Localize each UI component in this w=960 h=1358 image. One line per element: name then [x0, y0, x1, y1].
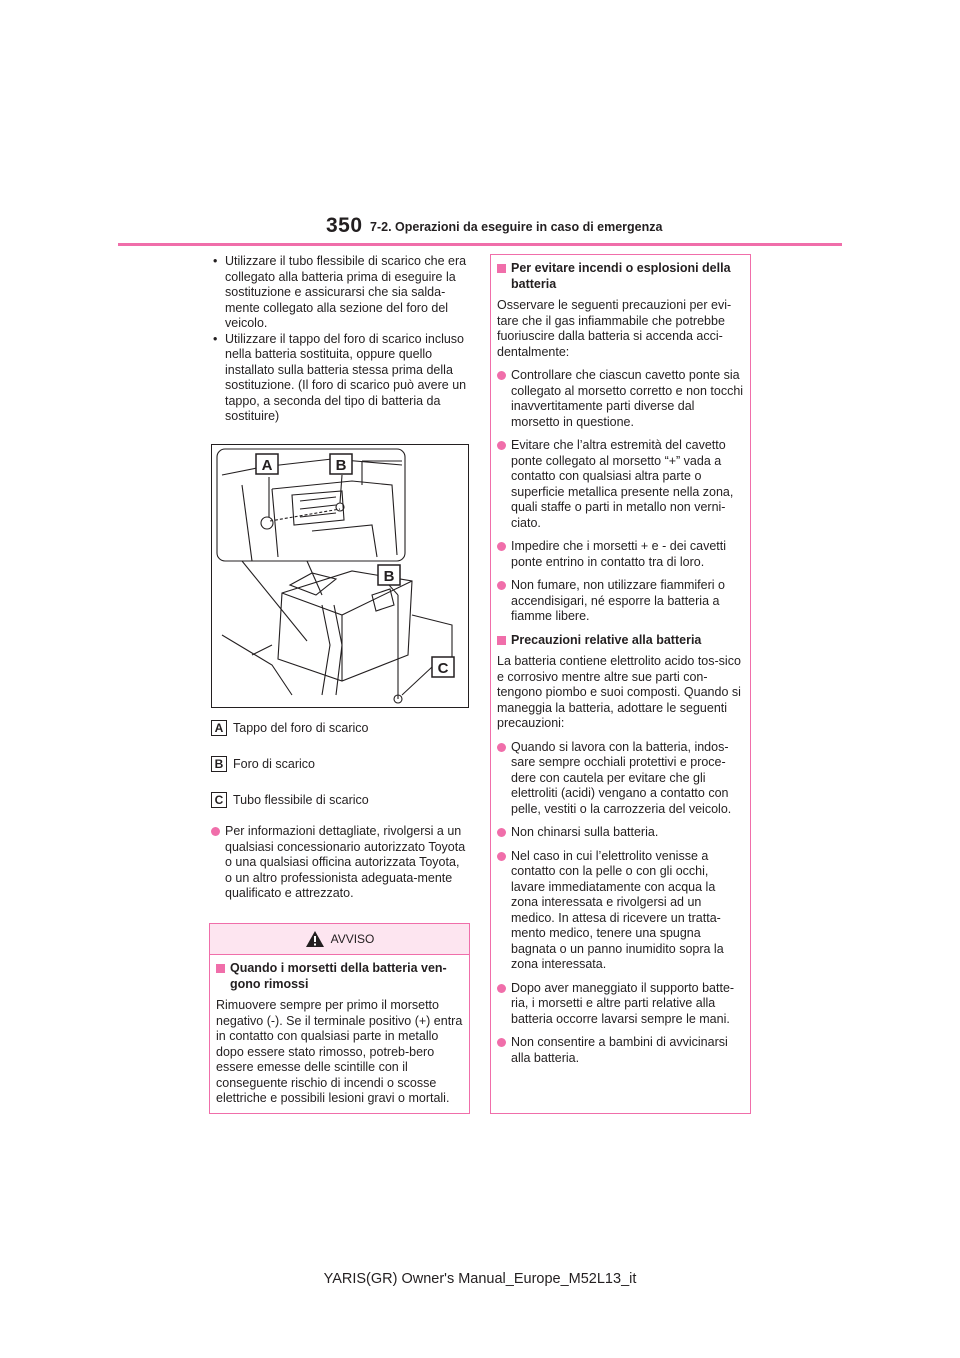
legend-letter: A [211, 720, 227, 736]
bullet-item: • Utilizzare il tappo del foro di scarico incluso nella batteria sostituita, oppure quello installato sulla batteria stessa prima della sostituzione. (Il foro di scarico può avere un tappo, a seconda del tipo di batteria da sostituire) [211, 332, 469, 425]
legend-item-b [211, 756, 315, 772]
warning-heading: AVVISO [330, 932, 375, 946]
legend-letter: B [211, 756, 227, 772]
warning-header [210, 924, 469, 955]
callout-c [432, 657, 454, 677]
callout-b2 [378, 565, 400, 585]
battery-intro: La batteria contiene elettrolito acido tos-sico e corrosivo mentre altre sue parti con-tengono piombo e suoi composti. Quando si maneggia la batteria, adottare le seguenti precauzioni: [497, 654, 741, 730]
list-item: Evitare che l’altra estremità del cavetto ponte collegato al morsetto “+” vada a contatto con qualsiasi altra parte o superficie metallica presente nella zona, quali staffe o parti in metallo non verni-ciato. [497, 438, 744, 531]
bullet-dot-icon [497, 984, 506, 993]
footer-text: YARIS(GR) Owner's Manual_Europe_M52L13_it [323, 1271, 637, 1287]
legend-text: Tubo flessibile di scarico [233, 793, 369, 807]
warning-title [216, 961, 463, 992]
legend-text: Tappo del foro di scarico [233, 721, 369, 735]
left-bullets [211, 254, 469, 425]
fire-intro: Osservare le seguenti precauzioni per evi-tare che il gas infiammabile che potrebbe fuoriuscire dalla batteria si accenda acci-dentalmente: [497, 298, 732, 359]
detail-inset [217, 449, 405, 561]
bullet-dot-icon [211, 827, 220, 836]
battery-illustration [212, 445, 468, 707]
drain-plug-a [261, 517, 273, 529]
list-item: Quando si lavora con la batteria, indos-sare sempre occhiali protettivi e proce-dere con cautela per evitare che gli elettroliti (acidi) vengano a contatto con pelle, vestiti o la carrozzeria del veicolo. [497, 740, 744, 818]
callout-c-label: C [437, 660, 449, 677]
list-item: Dopo aver maneggiato il supporto batte-ria, i morsetti e altre parti relative alla batteria occorre lavarsi sempre le mani. [497, 981, 744, 1028]
info-note [211, 824, 469, 910]
note-text: Per informazioni dettagliate, rivolgersi a un qualsiasi concessionario autorizzato Toyota o una qualsiasi officina autorizzata Toyota, o un altro professionista adeguata-mente qualificato e attrezzato. [225, 824, 466, 900]
warning-box [209, 923, 470, 1114]
legend-item-c [211, 792, 369, 808]
list-item: Non chinarsi sulla batteria. [497, 825, 744, 841]
precautions-box [490, 254, 751, 1114]
legend-text: Foro di scarico [233, 757, 315, 771]
bullet-dot-icon [497, 743, 506, 752]
bullet-dot-icon [497, 1038, 506, 1047]
legend-letter: C [211, 792, 227, 808]
list-item: Non fumare, non utilizzare fiammiferi o accendisigari, né esporre la batteria a fiamme libere. [497, 578, 744, 625]
warning-title-text: Quando i morsetti della batteria ven-gono rimossi [230, 961, 447, 991]
warning-triangle-icon [305, 930, 325, 948]
fire-section-title [497, 261, 744, 292]
callout-b-label: B [335, 457, 347, 474]
legend-item-a [211, 720, 369, 736]
battery-section-title-text: Precauzioni relative alla batteria [511, 632, 702, 647]
list-item: Controllare che ciascun cavetto ponte sia collegato al morsetto corretto e non tocchi inavvertitamente parti diverse dal morsetto in questione. [497, 368, 744, 430]
list-item: Impedire che i morsetti + e - dei cavetti ponte entrino in contatto tra di loro. [497, 539, 744, 570]
bullet-dot-icon [497, 828, 506, 837]
page-number: 350 [326, 214, 363, 237]
square-bullet-icon [497, 636, 506, 645]
battery-section-title [497, 633, 744, 649]
callout-a-label: A [261, 457, 273, 474]
callout-a [256, 454, 278, 474]
bullet-dot-icon [497, 581, 506, 590]
list-item: Nel caso in cui l’elettrolito venisse a contatto con la pelle o con gli occhi, lavare immediatamente con acqua la zona interessata e rivolgersi ad un medico. In attesa di ricevere un tratta-mento medico, tenere una spugna bagnata o un panno inumidito sopra la zona interessata. [497, 849, 744, 973]
bullet-dot-icon [497, 371, 506, 380]
fire-section-title-text: Per evitare incendi o esplosioni della batteria [511, 261, 731, 291]
bullet-dot-icon [497, 852, 506, 861]
callout-b [330, 454, 352, 474]
bullet-item: • Utilizzare il tubo flessibile di scarico che era collegato alla batteria prima di eseguire la sostituzione e assicurarsi che sia salda-mente collegato alla sezione del foro del veicolo. [211, 254, 469, 332]
header-rule [118, 243, 842, 246]
square-bullet-icon [497, 264, 506, 273]
bullet-dot-icon [497, 542, 506, 551]
warning-text: Rimuovere sempre per primo il morsetto negativo (-). Se il terminale positivo (+) entra in contatto con qualsiasi parte in metallo dopo essere stato rimosso, potreb-bero essere emesse delle scintille con il conseguente rischio di incendi o scosse elettriche e possibili lesioni gravi o mortali. [216, 998, 463, 1105]
square-bullet-icon [216, 964, 225, 973]
callout-b2-label: B [383, 568, 395, 585]
list-item: Non consentire a bambini di avvicinarsi alla batteria. [497, 1035, 744, 1066]
section-title: 7-2. Operazioni da eseguire in caso di emergenza [370, 220, 663, 234]
bullet-dot-icon [497, 441, 506, 450]
battery-figure [211, 444, 469, 708]
